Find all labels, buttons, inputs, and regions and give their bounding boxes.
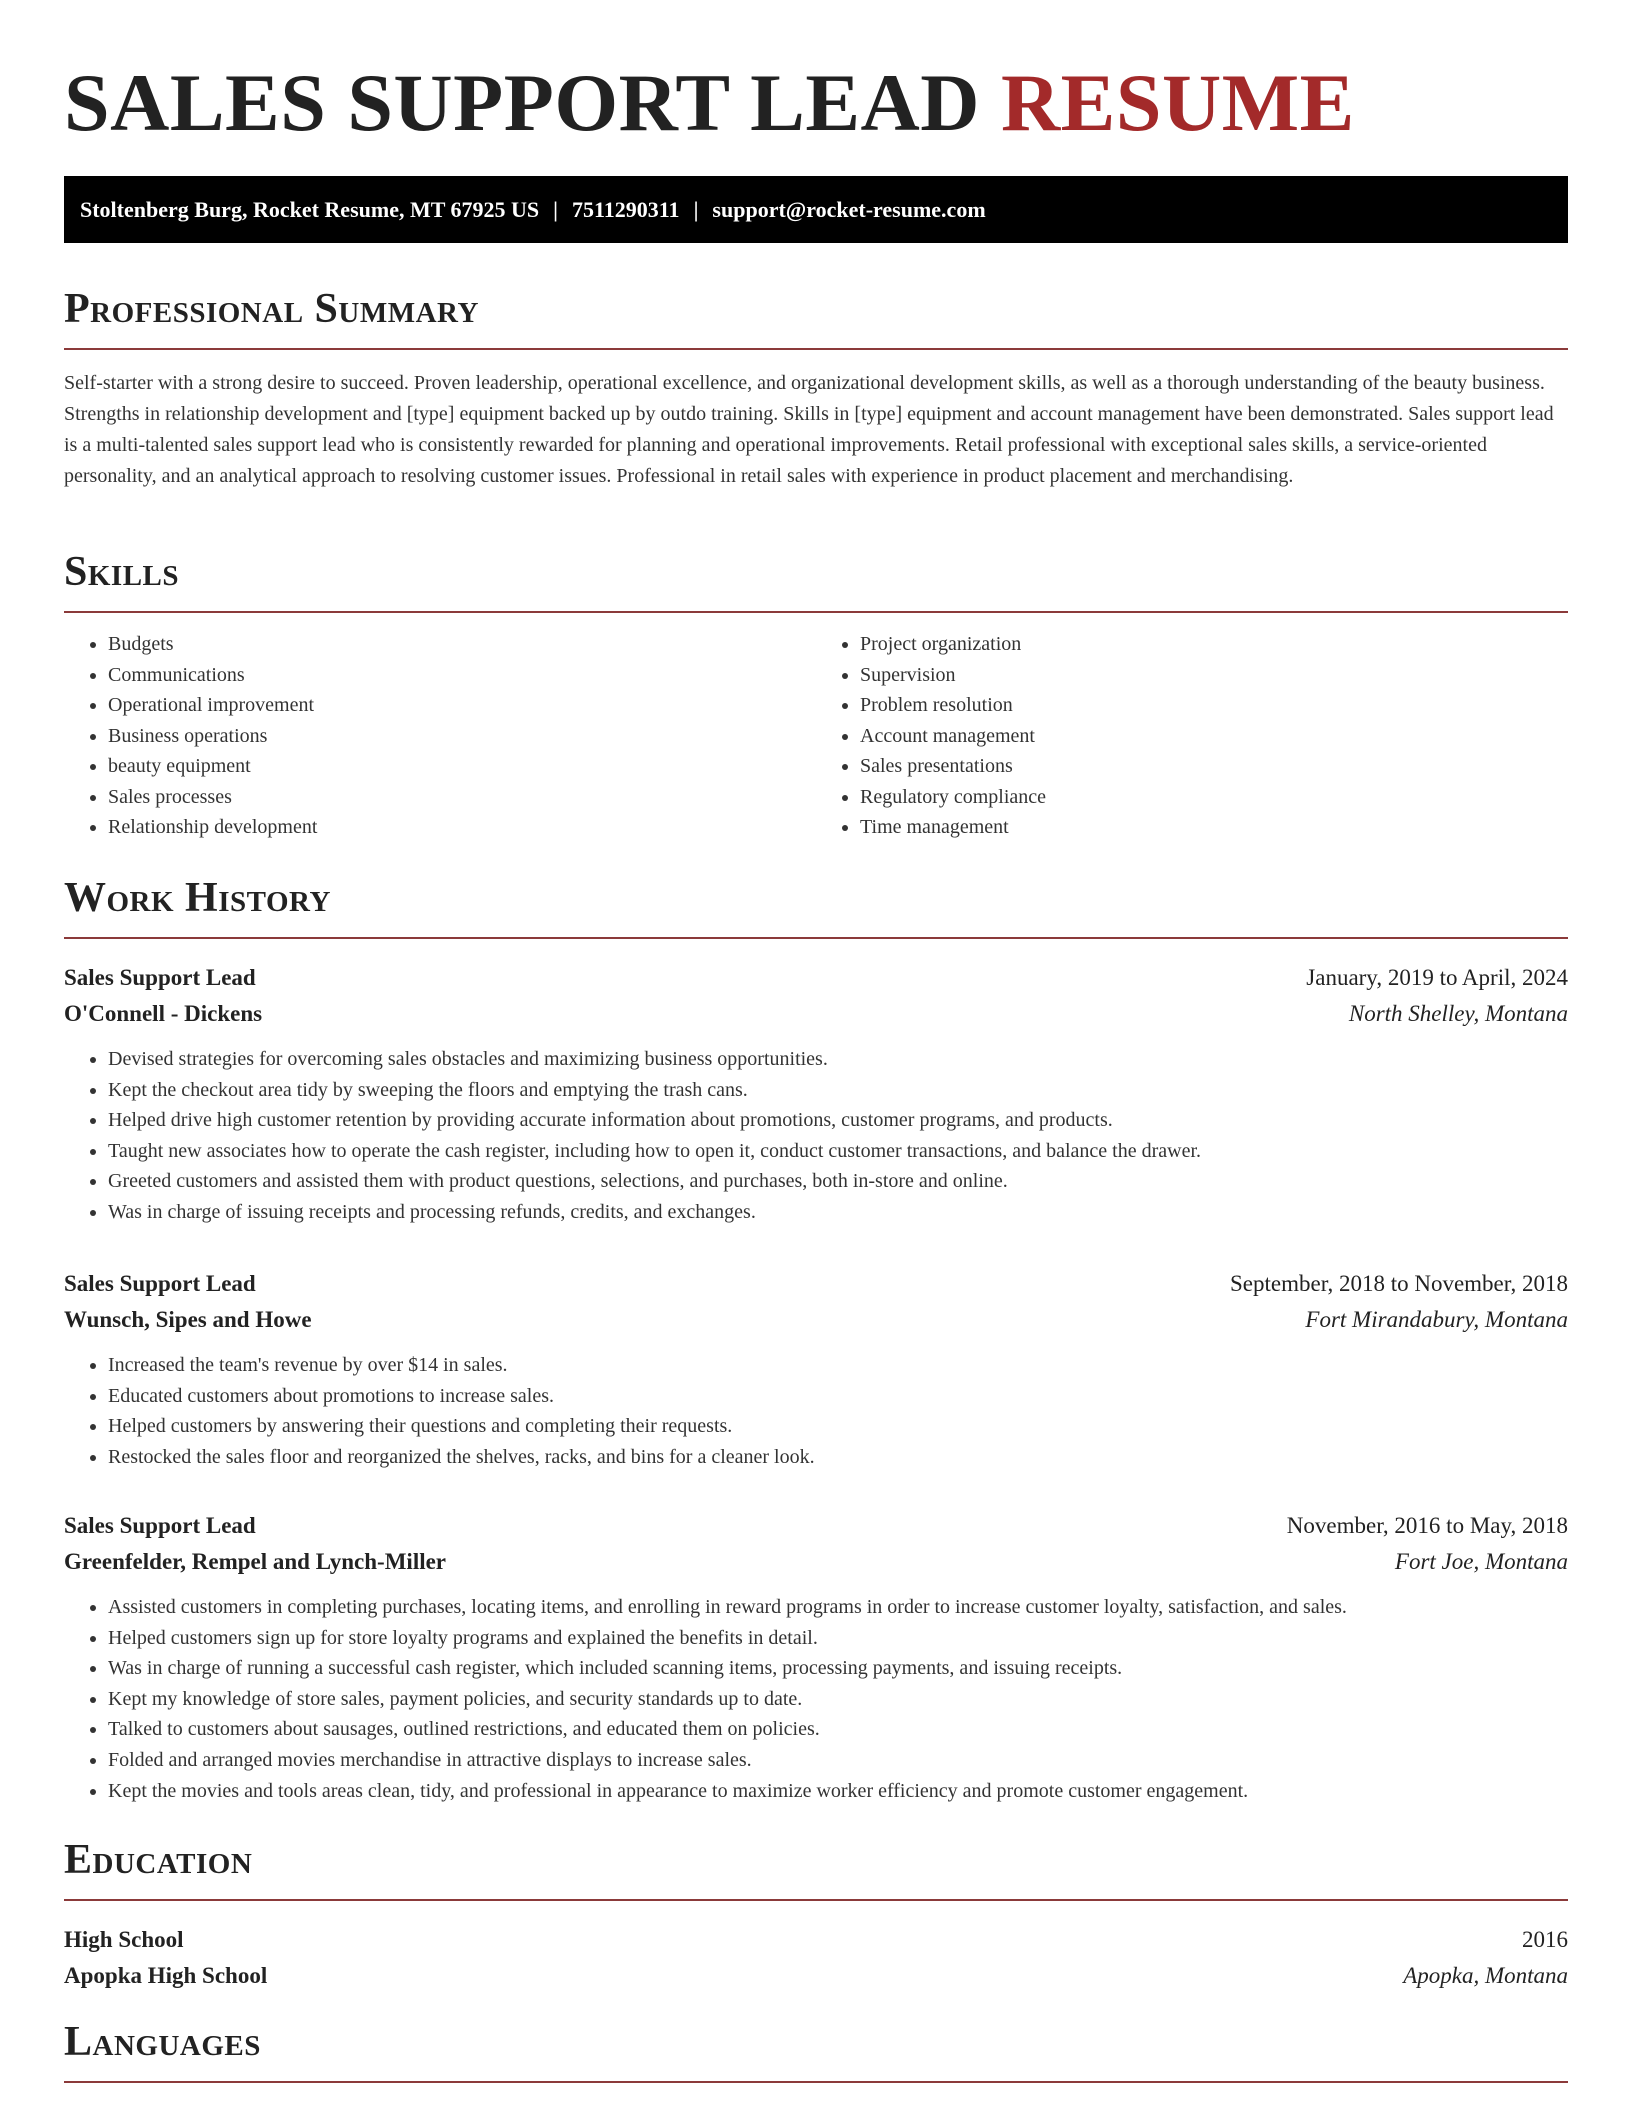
job-header-row	[64, 1266, 1568, 1302]
job-dates: September, 2018 to November, 2018	[1230, 1271, 1568, 1296]
skills-left-column	[64, 629, 816, 843]
job-dates: November, 2016 to May, 2018	[1286, 1513, 1568, 1538]
job-bullet: • Helped drive high customer retention by providing accurate information about promotions, customer programs, and products.	[108, 1105, 1568, 1136]
job-header-row	[64, 1508, 1568, 1544]
education-year: 2016	[1522, 1927, 1568, 1952]
job-company-row	[64, 996, 1568, 1032]
contact-separator: |	[553, 197, 558, 222]
job-bullet: • Educated customers about promotions to increase sales.	[108, 1381, 1568, 1412]
job-title: Sales Support Lead	[64, 1271, 256, 1296]
education-section	[64, 1835, 1568, 1901]
skill-item: • Problem resolution	[860, 690, 1568, 721]
job-title: Sales Support Lead	[64, 965, 256, 990]
contact-bar	[64, 176, 1568, 243]
education-school-row	[64, 1958, 1568, 1994]
skill-item: • Operational improvement	[108, 690, 816, 721]
skill-item: • Business operations	[108, 721, 816, 752]
job-entry	[64, 1508, 1568, 1806]
education-heading: Education	[64, 1835, 1568, 1901]
contact-address: Stoltenberg Burg, Rocket Resume, MT 67925 US	[80, 197, 540, 222]
job-company-row	[64, 1544, 1568, 1580]
job-bullets	[64, 1592, 1568, 1806]
skill-item: • Budgets	[108, 629, 816, 660]
skill-item: • Account management	[860, 721, 1568, 752]
title-accent: RESUME	[1000, 57, 1355, 148]
languages-section	[64, 2017, 1568, 2083]
job-header-row	[64, 960, 1568, 996]
job-bullet: • Was in charge of issuing receipts and processing refunds, credits, and exchanges.	[108, 1197, 1568, 1228]
education-header-row	[64, 1922, 1568, 1958]
job-bullet: • Helped customers by answering their questions and completing their requests.	[108, 1411, 1568, 1442]
job-entry	[64, 1266, 1568, 1472]
work-history-heading: Work History	[64, 873, 1568, 939]
job-bullet: • Greeted customers and assisted them with product questions, selections, and purchases, both in-store and online.	[108, 1166, 1568, 1197]
job-bullet: • Kept the movies and tools areas clean, tidy, and professional in appearance to maximize worker efficiency and promote customer engagement.	[108, 1776, 1568, 1807]
job-location: North Shelley, Montana	[1348, 1001, 1568, 1026]
job-location: Fort Mirandabury, Montana	[1305, 1307, 1568, 1332]
languages-heading: Languages	[64, 2017, 1568, 2083]
job-company: O'Connell - Dickens	[64, 1001, 263, 1026]
job-entry	[64, 960, 1568, 1228]
skills-grid	[64, 629, 1568, 843]
job-dates: January, 2019 to April, 2024	[1306, 965, 1568, 990]
education-location: Apopka, Montana	[1403, 1963, 1568, 1988]
skills-section	[64, 547, 1568, 843]
summary-text: Self-starter with a strong desire to succeed. Proven leadership, operational excellence, and organizational development skills, as well as a thorough understanding of the beauty business. Strengths in relationship development and [type] equipment backed up by outdo training. Skills in [type] equipment and account management have been demonstrated. Sales support lead is a multi-talented sales support lead who is consistently rewarded for planning and operational improvements. Retail professional with exceptional sales skills, a service-oriented personality, and an analytical approach to resolving customer issues. Professional in retail sales with experience in product placement and merchandising.	[64, 372, 1554, 487]
skill-item: • beauty equipment	[108, 751, 816, 782]
resume-page	[64, 0, 1568, 2065]
skill-item: • Communications	[108, 660, 816, 691]
education-entry	[64, 1922, 1568, 1994]
skill-item: • Supervision	[860, 660, 1568, 691]
job-bullet: • Was in charge of running a successful cash register, which included scanning items, processing payments, and issuing receipts.	[108, 1653, 1568, 1684]
contact-phone: 7511290311	[571, 197, 680, 222]
job-bullet: • Folded and arranged movies merchandise in attractive displays to increase sales.	[108, 1745, 1568, 1776]
job-company-row	[64, 1302, 1568, 1338]
job-company: Greenfelder, Rempel and Lynch-Miller	[64, 1549, 447, 1574]
contact-separator: |	[693, 197, 699, 222]
summary-section	[64, 284, 1568, 492]
skill-item: • Regulatory compliance	[860, 782, 1568, 813]
job-bullet: • Kept my knowledge of store sales, payment policies, and security standards up to date.	[108, 1684, 1568, 1715]
education-school: Apopka High School	[64, 1963, 268, 1988]
resume-title	[64, 0, 1568, 176]
skill-item: • Relationship development	[108, 812, 816, 843]
job-bullet: • Talked to customers about sausages, outlined restrictions, and educated them on policies.	[108, 1714, 1568, 1745]
job-location: Fort Joe, Montana	[1394, 1549, 1568, 1574]
education-degree: High School	[64, 1927, 184, 1952]
skill-item: • Project organization	[860, 629, 1568, 660]
job-bullets	[64, 1044, 1568, 1228]
job-bullets	[64, 1350, 1568, 1472]
skill-item: • Time management	[860, 812, 1568, 843]
work-history-section	[64, 873, 1568, 939]
job-title: Sales Support Lead	[64, 1513, 256, 1538]
job-bullet: • Restocked the sales floor and reorganized the shelves, racks, and bins for a cleaner look.	[108, 1442, 1568, 1473]
title-main: SALES SUPPORT LEAD	[64, 57, 980, 148]
job-bullet: • Assisted customers in completing purchases, locating items, and enrolling in reward programs in order to increase customer loyalty, satisfaction, and sales.	[108, 1592, 1568, 1623]
job-bullet: • Kept the checkout area tidy by sweeping the floors and emptying the trash cans.	[108, 1075, 1568, 1106]
job-company: Wunsch, Sipes and Howe	[64, 1307, 312, 1332]
skills-right-column	[816, 629, 1568, 843]
job-bullet: • Devised strategies for overcoming sales obstacles and maximizing business opportunities.	[108, 1044, 1568, 1075]
job-bullet: • Taught new associates how to operate the cash register, including how to open it, conduct customer transactions, and balance the drawer.	[108, 1136, 1568, 1167]
contact-email[interactable]: support@rocket-resume.com	[712, 197, 986, 222]
job-bullet: • Increased the team's revenue by over $14 in sales.	[108, 1350, 1568, 1381]
job-bullet: • Helped customers sign up for store loyalty programs and explained the benefits in detail.	[108, 1623, 1568, 1654]
summary-heading: Professional Summary	[64, 284, 1568, 350]
skill-item: • Sales presentations	[860, 751, 1568, 782]
skill-item: • Sales processes	[108, 782, 816, 813]
skills-heading: Skills	[64, 547, 1568, 613]
